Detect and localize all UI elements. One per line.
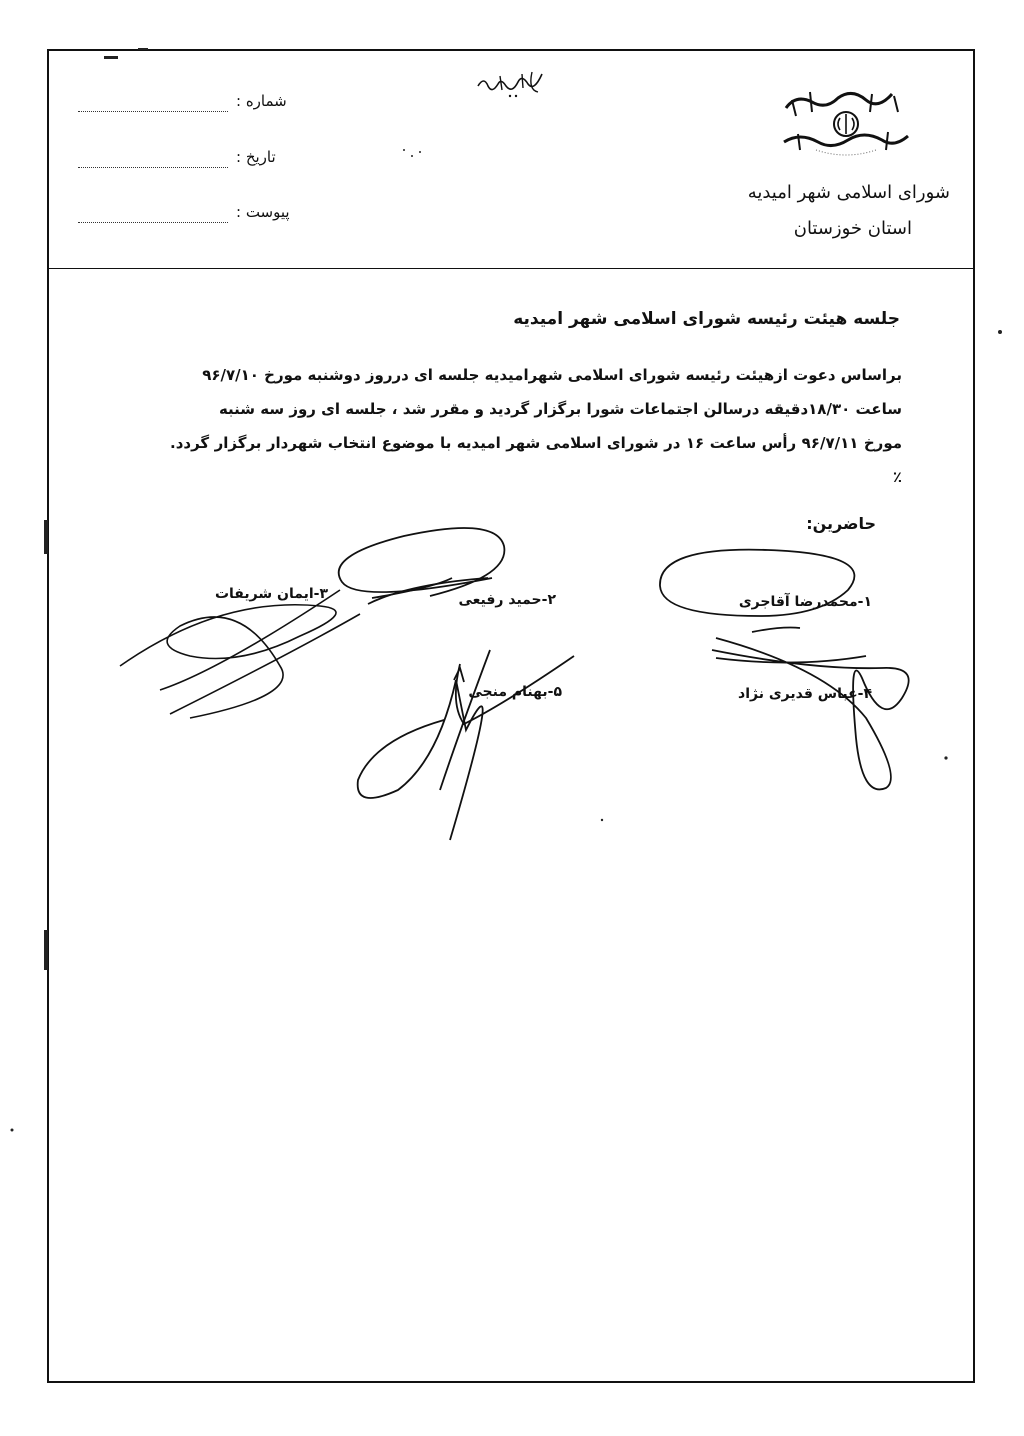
field-date — [78, 148, 318, 172]
province-name: استان خوزستان — [793, 218, 912, 239]
attendees-label: حاضرین: — [806, 514, 876, 533]
field-number — [78, 92, 318, 116]
bismillah-handwriting — [470, 68, 560, 108]
field-number-dots — [78, 111, 228, 112]
field-date-label: تاریخ : — [236, 148, 276, 166]
meeting-body — [170, 358, 902, 494]
field-attachment-label: پیوست : — [236, 203, 290, 221]
attendee-4: ۴-عباس قدیری نژاد — [738, 686, 872, 702]
attendee-1: ۱-محمدرضا آقاجری — [738, 594, 872, 610]
council-emblem-icon — [776, 86, 916, 164]
field-attachment — [78, 203, 318, 227]
meeting-line: مورخ ۹۶/۷/۱۱ رأس ساعت ۱۶ در شورای اسلامی شهر امیدیه با موضوع انتخاب شهردار برگزار گردد.٪ — [170, 434, 903, 486]
org-name: شورای اسلامی شهر امیدیه — [747, 182, 950, 203]
attendee-5: ۵-بهنام منجی — [468, 684, 562, 700]
meeting-line: براساس دعوت ازهیئت رئیسه شورای اسلامی شهرامیدیه جلسه ای درروز دوشنبه مورخ ۹۶/۷/۱۰ — [202, 366, 902, 384]
meeting-title: جلسه هیئت رئیسه شورای اسلامی شهر امیدیه — [513, 309, 900, 329]
field-attachment-dots — [78, 222, 228, 223]
page-border — [47, 49, 975, 1383]
attendee-3: ۳-ایمان شریفات — [214, 586, 328, 602]
attendee-2: ۲-حمید رفیعی — [458, 592, 556, 608]
header-divider — [47, 268, 975, 269]
meeting-line: ساعت ۱۸/۳۰دقیقه درسالن اجتماعات شورا برگزار گردید و مقرر شد ، جلسه ای روز سه شنبه — [218, 400, 902, 418]
field-number-label: شماره : — [236, 92, 287, 110]
field-date-dots — [78, 167, 228, 168]
